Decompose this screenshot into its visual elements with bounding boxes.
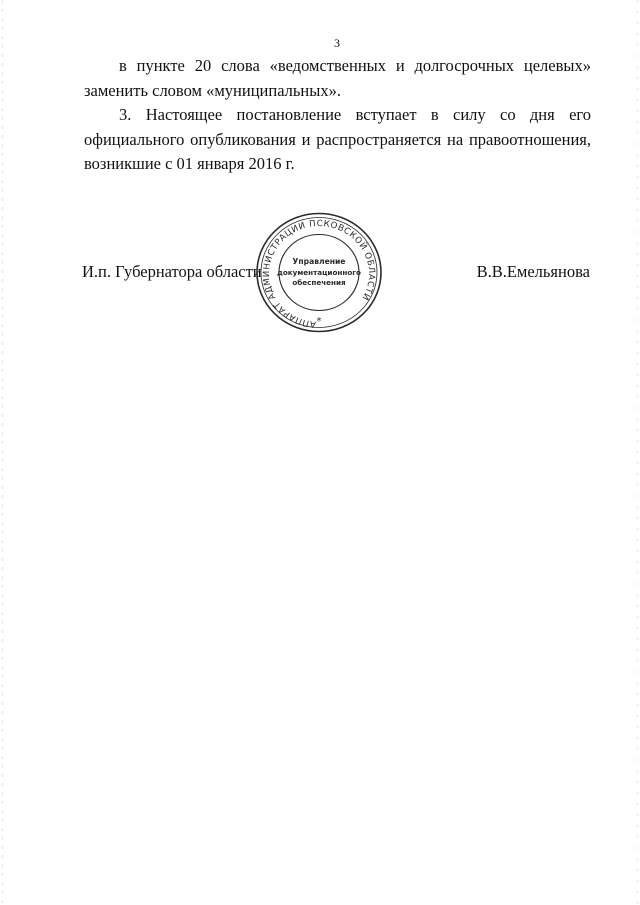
paragraph-line: официального опубликования и распространяется на правоотношения, (84, 129, 591, 149)
seal-center-line-3: обеспечения (292, 278, 346, 287)
paragraph-line: в пункте 20 слова «ведомственных и долгосрочных целевых» (119, 56, 591, 75)
seal-center-line-1: Управление (292, 257, 346, 266)
paragraph-line: 3. Настоящее постановление вступает в силу со дня его (119, 105, 591, 124)
paragraph-line: заменить словом «муниципальных». (84, 80, 341, 100)
seal-ring-text: АППАРАТ АДМИНИСТРАЦИИ ПСКОВСКОЙ ОБЛАСТИ (261, 218, 377, 329)
seal-center-line-2: документационного (277, 268, 361, 277)
seal-star-icon: * (316, 316, 322, 327)
scan-edge-left (2, 0, 3, 905)
scan-edge-right (637, 0, 638, 905)
page-number: 3 (334, 36, 340, 50)
paragraph-line: возникшие с 01 января 2016 г. (84, 154, 295, 173)
seal-graphic (253, 210, 385, 335)
signatory-name: В.В.Емельянова (476, 262, 590, 281)
paragraph-entry-into-force (84, 103, 591, 177)
official-seal (253, 210, 385, 335)
paragraph-amendment (84, 54, 591, 103)
signatory-title: И.п. Губернатора области (82, 262, 262, 281)
